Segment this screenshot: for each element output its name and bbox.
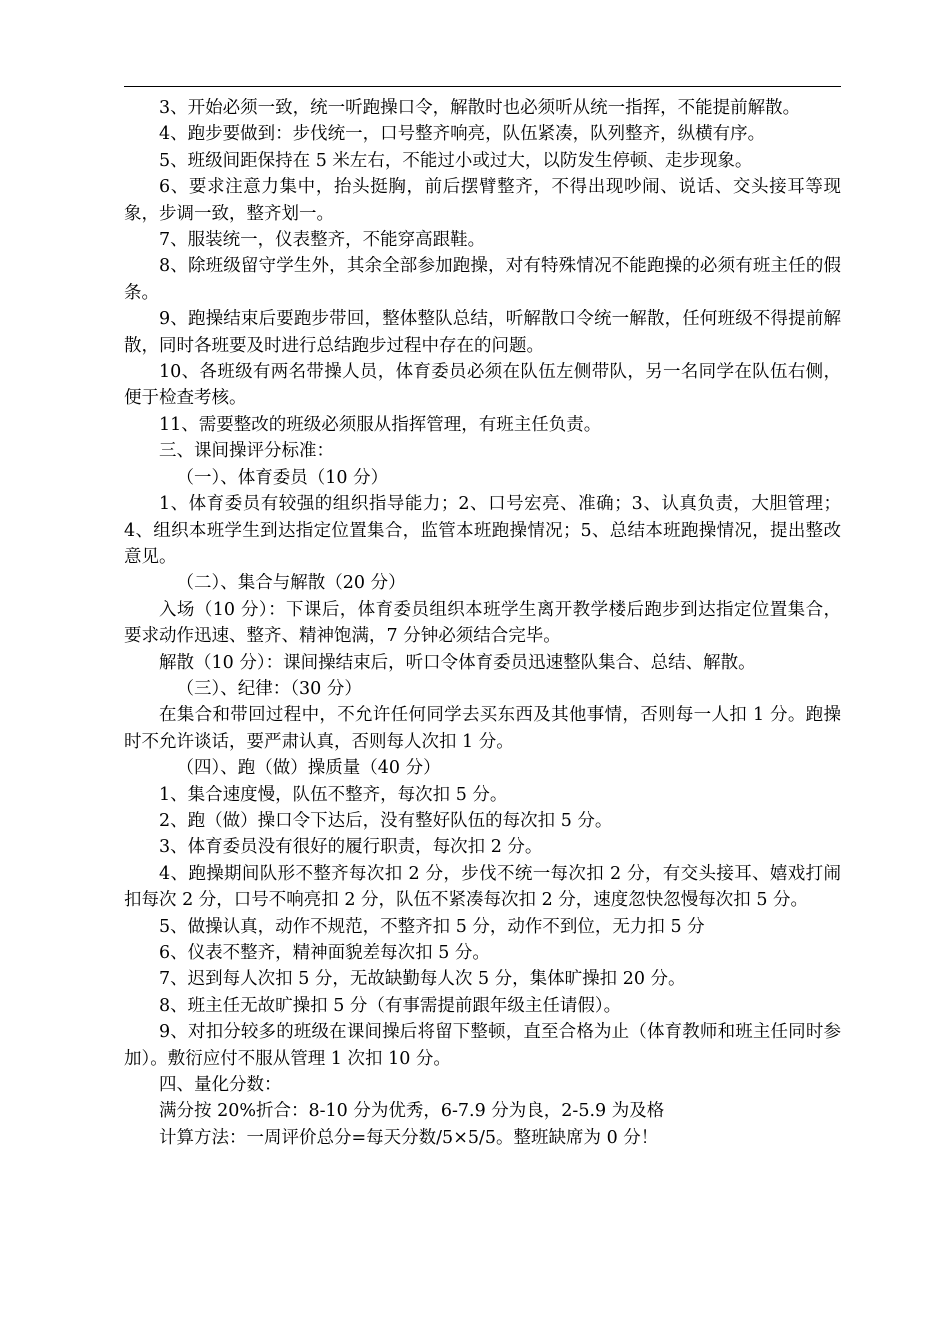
subsection-heading-quality: （四）、跑（做）操质量（40 分）	[176, 758, 441, 779]
rule-item-4: 4、跑步要做到：步伐统一，口号整齐响亮，队伍紧凑，队列整齐，纵横有序。	[159, 124, 766, 145]
quality-item-8: 8、班主任无故旷操扣 5 分（有事需提前跟年级主任请假）。	[159, 995, 622, 1016]
document-body	[124, 95, 841, 1151]
rule-item-6: 6、要求注意力集中，抬头挺胸，前后摆臂整齐，不得出现吵闹、说话、交头接耳等现象，步调一致，整齐划一。	[124, 177, 841, 224]
quality-item-1: 1、集合速度慢，队伍不整齐，每次扣 5 分。	[159, 784, 508, 805]
subsection-heading-assembly: （二）、集合与解散（20 分）	[176, 573, 406, 594]
rule-item-7: 7、服装统一，仪表整齐，不能穿高跟鞋。	[159, 230, 486, 251]
rule-item-11: 11、需要整改的班级必须服从指挥管理，有班主任负责。	[159, 414, 602, 435]
score-calculation: 计算方法：一周评价总分=每天分数/5×5/5。整班缺席为 0 分！	[159, 1127, 659, 1148]
quality-item-4: 4、跑操期间队形不整齐每次扣 2 分，步伐不统一每次扣 2 分，有交头接耳、嬉戏打闹扣每次 2 分，口号不响亮扣 2 分，队伍不紧凑每次扣 2 分，速度忽快忽慢每次扣 5 分。	[124, 863, 841, 911]
quality-item-2: 2、跑（做）操口令下达后，没有整好队伍的每次扣 5 分。	[159, 810, 613, 831]
assembly-entry-criteria: 入场（10 分）：下课后，体育委员组织本班学生离开教学楼后跑步到达指定位置集合，要求动作迅速、整齐、精神饱满，7 分钟必须结合完毕。	[124, 599, 841, 647]
rule-item-3: 3、开始必须一致，统一听跑操口令，解散时也必须听从统一指挥，不能提前解散。	[159, 98, 801, 118]
quality-item-6: 6、仪表不整齐，精神面貌差每次扣 5 分。	[159, 943, 490, 963]
quality-item-3: 3、体育委员没有很好的履行职责，每次扣 2 分。	[159, 837, 543, 858]
header-rule	[124, 86, 841, 87]
rule-item-9: 9、跑操结束后要跑步带回，整体整队总结，听解散口令统一解散，任何班级不得提前解散，同时各班要及时进行总结跑步过程中存在的问题。	[124, 309, 841, 356]
rule-item-8: 8、除班级留守学生外，其余全部参加跑操，对有特殊情况不能跑操的必须有班主任的假条。	[124, 256, 841, 303]
score-conversion: 满分按 20%折合：8-10 分为优秀，6-7.9 分为良，2-5.9 为及格	[159, 1101, 665, 1122]
discipline-criteria: 在集合和带回过程中，不允许任何同学去买东西及其他事情，否则每一人扣 1 分。跑操时不允许谈话，要严肃认真，否则每人次扣 1 分。	[124, 705, 841, 752]
quality-item-5: 5、做操认真，动作不规范，不整齐扣 5 分，动作不到位，无力扣 5 分	[159, 916, 705, 937]
subsection-heading-discipline: （三）、纪律：（30 分）	[176, 678, 362, 699]
section-heading-scoring: 三、课间操评分标准：	[159, 441, 334, 462]
rule-item-10: 10、各班级有两名带操人员，体育委员必须在队伍左侧带队，另一名同学在队伍右侧，便于检查考核。	[124, 362, 841, 409]
sports-committee-criteria: 1、体育委员有较强的组织指导能力；2、口号宏亮、准确；3、认真负责，大胆管理；4、组织本班学生到达指定位置集合，监管本班跑操情况；5、总结本班跑操情况，提出整改意见。	[124, 494, 841, 567]
rule-item-5: 5、班级间距保持在 5 米左右，不能过小或过大，以防发生停顿、走步现象。	[159, 150, 753, 171]
quality-item-7: 7、迟到每人次扣 5 分，无故缺勤每人次 5 分，集体旷操扣 20 分。	[159, 969, 686, 990]
section-heading-quantified-score: 四、量化分数：	[159, 1075, 282, 1096]
assembly-dismissal-criteria: 解散（10 分）：课间操结束后，听口令体育委员迅速整队集合、总结、解散。	[159, 652, 756, 673]
subsection-heading-sports-committee: （一）、体育委员（10 分）	[176, 467, 389, 488]
quality-item-9: 9、对扣分较多的班级在课间操后将留下整顿，直至合格为止（体育教师和班主任同时参加）。敷衍应付不服从管理 1 次扣 10 分。	[124, 1022, 841, 1069]
